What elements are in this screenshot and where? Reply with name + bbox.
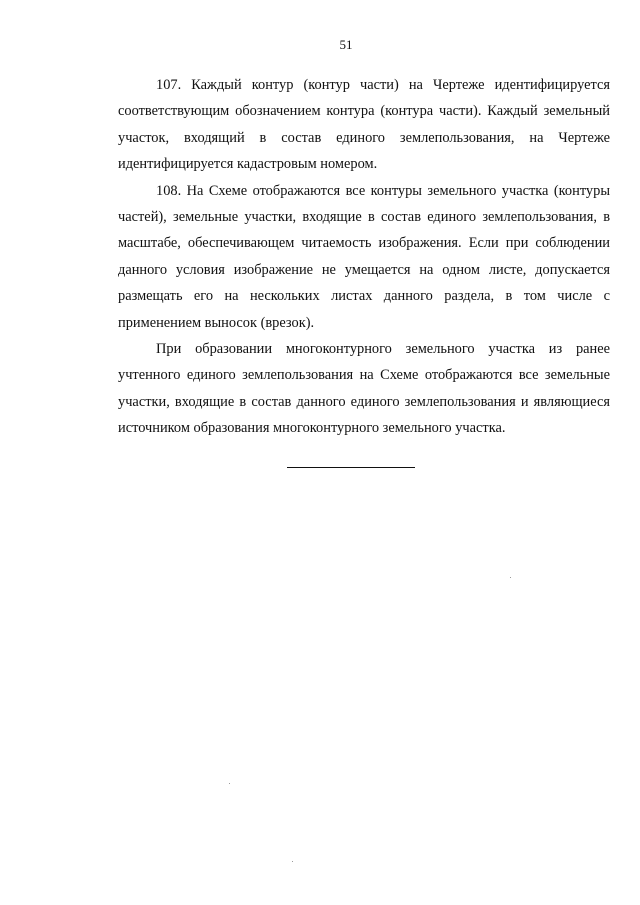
separator-line [287, 467, 415, 468]
scan-speck [229, 783, 230, 784]
paragraph-multicontour: При образовании многоконтурного земельного участка из ранее учтенного единого землепользования на Схеме отображаются все земельные участки, входящие в состав данного единого землепользования и являющиеся источником образования многоконтурного земельного участка. [118, 341, 610, 437]
page-number: 51 [339, 37, 353, 52]
paragraph-108: 108. На Схеме отображаются все контуры земельного участка (контуры частей), земельные участки, входящие в состав единого землепользования, в масштабе, обеспечивающем читаемость изображения. Если при соблюдении данного условия изображение не умещается на одном листе, допускается размещать его на нескольких листах данного раздела, в том числе с применением выносок (врезок). [118, 182, 610, 331]
paragraph-107: 107. Каждый контур (контур части) на Чертеже идентифицируется соответствующим обозначением контура (контура части). Каждый земельный участок, входящий в состав единого землепользования, на Чертеже идентифицируется кадастровым номером. [118, 77, 610, 173]
body-text [118, 72, 610, 442]
scan-speck [292, 861, 293, 862]
scan-speck [510, 577, 511, 578]
